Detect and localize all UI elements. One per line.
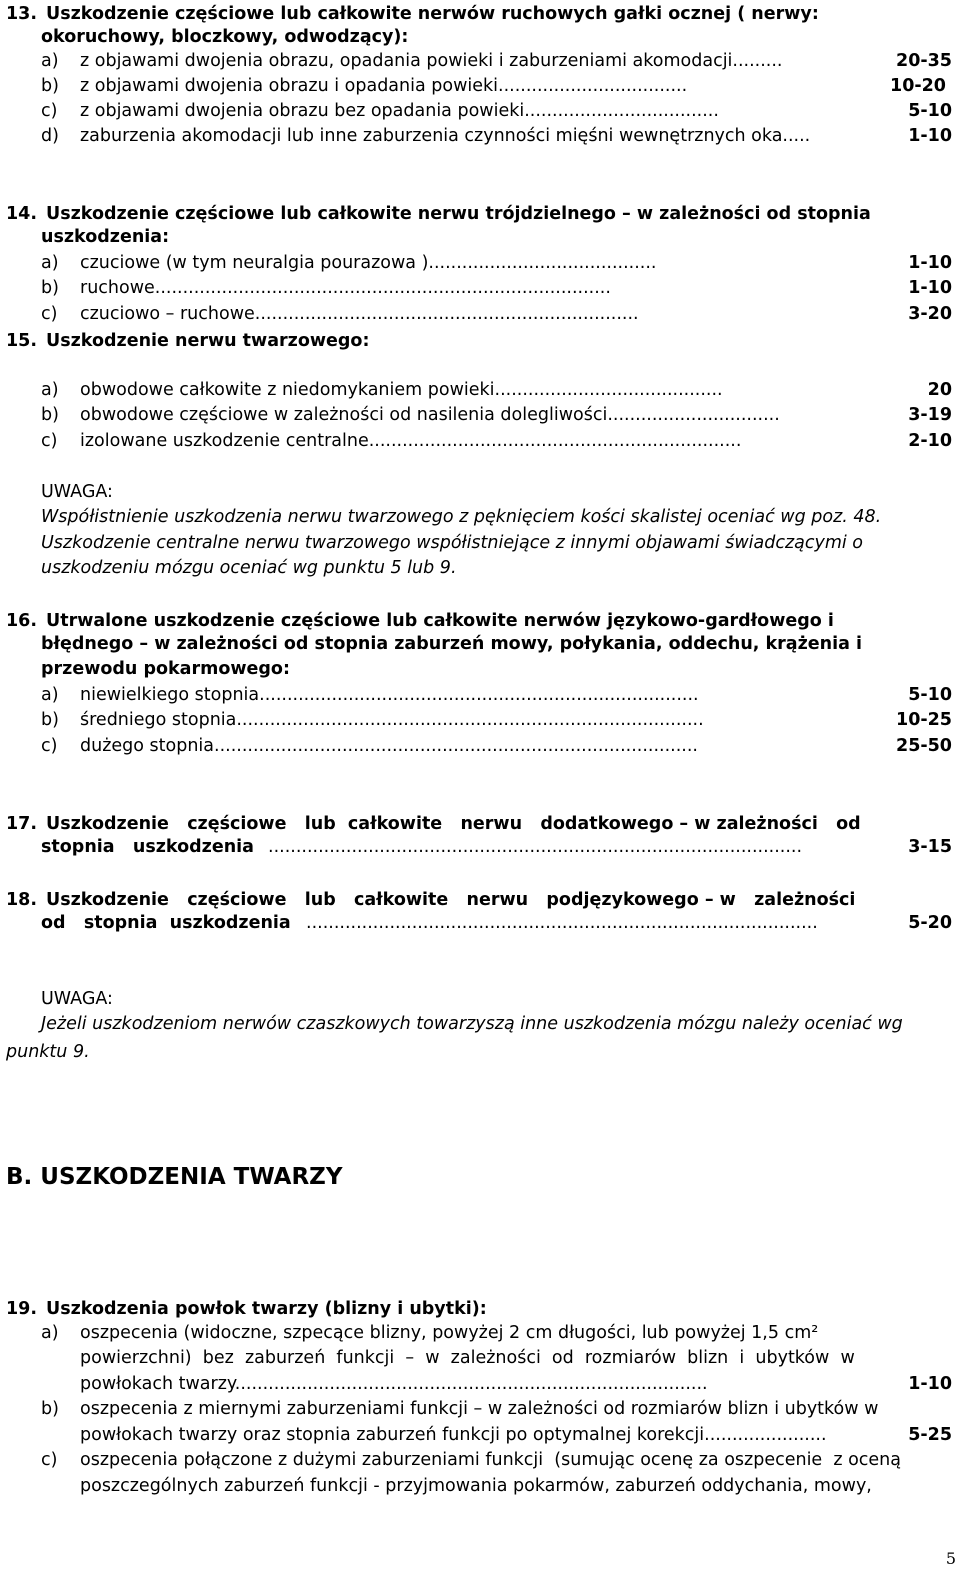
s18-title-line2: od stopnia uszkodzenia <box>41 913 291 933</box>
s13-item-c-label: c) <box>41 101 58 121</box>
s15-item-b-text: obwodowe częściowe w zależności od nasilenia dolegliwości............................... <box>80 405 780 425</box>
s19-item-c-line2: poszczególnych zaburzeń funkcji - przyjmowania pokarmów, zaburzeń oddychania, mowy, <box>80 1476 872 1496</box>
s19-item-b-line1: oszpecenia z miernymi zaburzeniami funkcji – w zależności od rozmiarów blizn i ubytków w <box>80 1399 879 1419</box>
s14-title-line1: Uszkodzenie częściowe lub całkowite nerwu trójdzielnego – w zależności od stopnia <box>46 204 871 224</box>
s14-heading <box>6 202 871 226</box>
s16-title-line3: przewodu pokarmowego: <box>41 659 290 679</box>
s16-title-line1: Utrwalone uszkodzenie częściowe lub całkowite nerwów językowo-gardłowego i <box>46 611 834 631</box>
s14-number: 14. <box>6 204 38 224</box>
s13-number: 13. <box>6 4 38 24</box>
s16-item-b-value: 10-25 <box>896 710 952 730</box>
section-b-title: B. USZKODZENIA TWARZY <box>6 1164 343 1190</box>
s17-leader-dots: ................................................................................................ <box>268 837 803 857</box>
s19-item-c-label: c) <box>41 1450 58 1470</box>
s19-item-a-line2: powierzchni) bez zaburzeń funkcji – w zależności od rozmiarów blizn i ubytków w <box>80 1348 855 1368</box>
s13-item-c-text: z objawami dwojenia obrazu bez opadania powieki................................... <box>80 101 719 121</box>
s13-item-b-value: 10-20 <box>890 76 946 96</box>
s19-heading <box>6 1297 487 1321</box>
s13-item-d-text: zaburzenia akomodacji lub inne zaburzenia czynności mięśni wewnętrznych oka..... <box>80 126 811 146</box>
s14-title-line2: uszkodzenia: <box>41 227 170 247</box>
s18-title-line1: Uszkodzenie częściowe lub całkowite nerwu podjęzykowego – w zależności <box>46 890 856 910</box>
s15-number: 15. <box>6 331 38 351</box>
s14-item-a-text: czuciowe (w tym neuralgia pourazowa )......................................... <box>80 253 657 273</box>
s15-title: Uszkodzenie nerwu twarzowego: <box>46 331 370 351</box>
s16-item-c-text: dużego stopnia....................................................................................... <box>80 736 698 756</box>
s15-item-b-value: 3-19 <box>908 405 952 425</box>
uwaga2-line1: Jeżeli uszkodzeniom nerwów czaszkowych towarzyszą inne uszkodzenia mózgu należy oceniać wg <box>41 1014 903 1034</box>
s13-item-b-text: z objawami dwojenia obrazu i opadania powieki.................................. <box>80 76 688 96</box>
s18-number: 18. <box>6 890 38 910</box>
s15-item-c-label: c) <box>41 431 58 451</box>
s13-heading <box>6 2 819 26</box>
uwaga1-line2: Uszkodzenie centralne nerwu twarzowego współistniejące z innymi objawami świadczącymi o <box>41 533 864 553</box>
s14-item-b-text: ruchowe.................................................................................. <box>80 278 611 298</box>
s13-title-line2: okoruchowy, bloczkowy, odwodzący): <box>41 27 409 47</box>
s19-item-b-line2: powłokach twarzy oraz stopnia zaburzeń funkcji po optymalnej korekcji...................... <box>80 1425 827 1445</box>
s14-item-a-value: 1-10 <box>908 253 952 273</box>
s19-item-a-value: 1-10 <box>908 1374 952 1394</box>
s19-item-a-line1: oszpecenia (widoczne, szpecące blizny, powyżej 2 cm długości, lub powyżej 1,5 cm² <box>80 1323 819 1343</box>
s13-item-a-text: z objawami dwojenia obrazu, opadania powieki i zaburzeniami akomodacji......... <box>80 51 783 71</box>
s16-item-a-value: 5-10 <box>908 685 952 705</box>
s19-number: 19. <box>6 1299 38 1319</box>
s14-item-c-value: 3-20 <box>908 304 952 324</box>
s15-item-c-text: izolowane uszkodzenie centralne................................................................... <box>80 431 742 451</box>
s18-heading <box>6 888 855 912</box>
s13-item-a-value: 20-35 <box>896 51 952 71</box>
uwaga1-label: UWAGA: <box>41 482 113 502</box>
s16-heading <box>6 609 834 633</box>
s14-item-c-label: c) <box>41 304 58 324</box>
s14-item-c-text: czuciowo – ruchowe..................................................................... <box>80 304 639 324</box>
s16-title-line2: błędnego – w zależności od stopnia zaburzeń mowy, połykania, oddechu, krążenia i <box>41 634 863 654</box>
s14-item-b-label: b) <box>41 278 59 298</box>
s19-title: Uszkodzenia powłok twarzy (blizny i ubytki): <box>46 1299 487 1319</box>
page-number: 5 <box>945 1549 956 1568</box>
s13-item-d-value: 1-10 <box>908 126 952 146</box>
uwaga1-line1: Współistnienie uszkodzenia nerwu twarzowego z pęknięciem kości skalistej oceniać wg poz. 48. <box>41 507 882 527</box>
s19-item-b-value: 5-25 <box>908 1425 952 1445</box>
s16-item-c-value: 25-50 <box>896 736 952 756</box>
uwaga2-label: UWAGA: <box>41 989 113 1009</box>
s19-item-a-label: a) <box>41 1323 59 1343</box>
s15-heading <box>6 329 369 353</box>
s17-number: 17. <box>6 814 38 834</box>
s13-item-d-label: d) <box>41 126 59 146</box>
s19-item-b-label: b) <box>41 1399 59 1419</box>
s14-item-b-value: 1-10 <box>908 278 952 298</box>
s16-item-b-text: średniego stopnia.................................................................................... <box>80 710 704 730</box>
s16-item-c-label: c) <box>41 736 58 756</box>
s13-item-c-value: 5-10 <box>908 101 952 121</box>
s13-item-a-label: a) <box>41 51 59 71</box>
s16-item-a-text: niewielkiego stopnia............................................................................... <box>80 685 699 705</box>
s15-item-a-text: obwodowe całkowite z niedomykaniem powieki......................................... <box>80 380 723 400</box>
s18-value: 5-20 <box>908 913 952 933</box>
s19-item-c-line1: oszpecenia połączone z dużymi zaburzeniami funkcji (sumując ocenę za oszpecenie z oceną <box>80 1450 901 1470</box>
s15-item-a-value: 20 <box>927 380 952 400</box>
s16-number: 16. <box>6 611 38 631</box>
uwaga2-line2: punktu 9. <box>6 1042 90 1062</box>
s17-title-line1: Uszkodzenie częściowe lub całkowite nerwu dodatkowego – w zależności od <box>46 814 861 834</box>
s18-leader-dots: ............................................................................................ <box>306 913 818 933</box>
s15-item-a-label: a) <box>41 380 59 400</box>
s17-heading <box>6 812 861 836</box>
s16-item-a-label: a) <box>41 685 59 705</box>
s15-item-b-label: b) <box>41 405 59 425</box>
s16-item-b-label: b) <box>41 710 59 730</box>
s13-item-b-label: b) <box>41 76 59 96</box>
s17-title-line2: stopnia uszkodzenia <box>41 837 254 857</box>
s17-value: 3-15 <box>908 837 952 857</box>
s13-title-line1: Uszkodzenie częściowe lub całkowite nerwów ruchowych gałki ocznej ( nerwy: <box>46 4 819 24</box>
uwaga1-line3: uszkodzeniu mózgu oceniać wg punktu 5 lub 9. <box>41 558 457 578</box>
s15-item-c-value: 2-10 <box>908 431 952 451</box>
s14-item-a-label: a) <box>41 253 59 273</box>
s19-item-a-line3: powłokach twarzy..................................................................................... <box>80 1374 708 1394</box>
